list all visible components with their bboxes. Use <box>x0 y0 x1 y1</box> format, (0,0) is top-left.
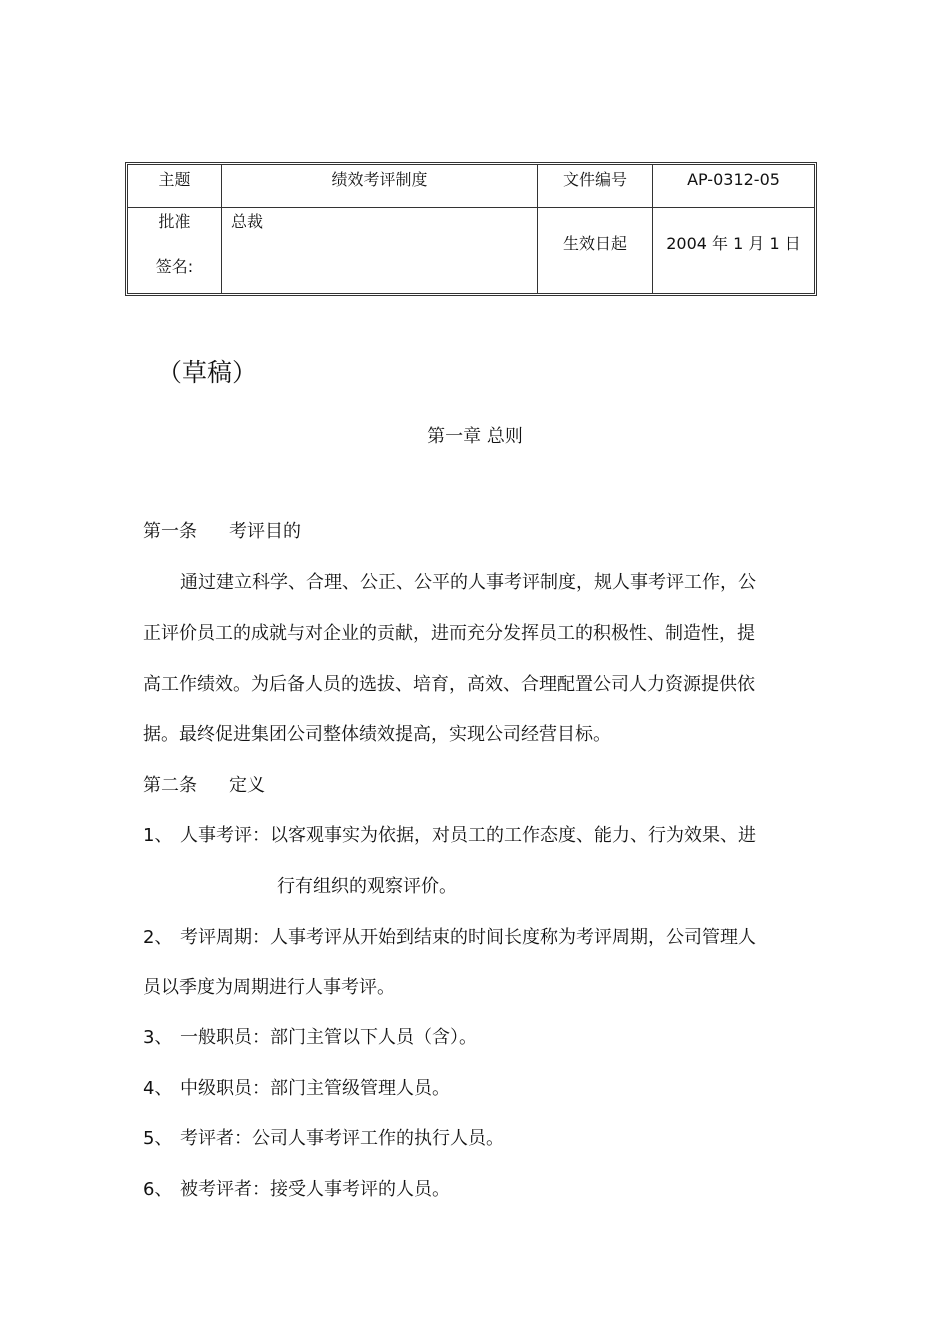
item-number: 2、 <box>143 927 173 948</box>
article-number: 第一条 <box>143 521 197 542</box>
item-text: 人事考评：以客观事实为依据，对员工的工作态度、能力、行为效果、进 <box>180 825 756 846</box>
draft-mark: （草稿） <box>157 358 258 387</box>
effective-date-value: 2004 年 1 月 1 日 <box>666 234 801 253</box>
item-number: 1、 <box>143 825 173 846</box>
definition-item <box>143 1076 450 1102</box>
definition-item <box>143 925 756 951</box>
document-header-table <box>125 162 817 296</box>
table-divider <box>128 207 814 208</box>
article-1-heading <box>143 519 301 545</box>
approver-value: 总裁 <box>231 212 264 231</box>
paragraph-line: 高工作绩效。为后备人员的选拔、培育，高效、合理配置公司人力资源提供依 <box>143 674 755 695</box>
doc-no-label: 文件编号 <box>562 170 627 189</box>
article-number: 第二条 <box>143 775 197 796</box>
item-number: 5、 <box>143 1128 173 1149</box>
effective-date-label: 生效日起 <box>562 234 627 253</box>
doc-no-value: AP-0312-05 <box>687 170 780 189</box>
paragraph-line: 通过建立科学、合理、公正、公平的人事考评制度，规人事考评工作，公 <box>180 572 756 593</box>
item-number: 4、 <box>143 1078 173 1099</box>
definition-item <box>143 1126 504 1152</box>
article-title: 定义 <box>229 775 265 796</box>
definition-item <box>143 1025 477 1051</box>
definition-item <box>143 1177 450 1203</box>
item-text: 一般职员：部门主管以下人员（含）。 <box>180 1027 477 1048</box>
item-text: 考评者：公司人事考评工作的执行人员。 <box>180 1128 504 1149</box>
item-number: 6、 <box>143 1179 173 1200</box>
subject-label: 主题 <box>158 170 191 189</box>
item-text: 中级职员：部门主管级管理人员。 <box>180 1078 450 1099</box>
subject-value: 绩效考评制度 <box>331 170 428 189</box>
item-text: 考评周期：人事考评从开始到结束的时间长度称为考评周期，公司管理人 <box>180 927 756 948</box>
article-title: 考评目的 <box>229 521 301 542</box>
article-2-heading <box>143 773 265 799</box>
paragraph-line: 据。最终促进集团公司整体绩效提高，实现公司经营目标。 <box>143 724 611 745</box>
signature-label: 签名: <box>155 257 194 276</box>
item-continuation: 行有组织的观察评价。 <box>277 876 457 897</box>
paragraph-line: 正评价员工的成就与对企业的贡献，进而充分发挥员工的积极性、制造性，提 <box>143 623 755 644</box>
definition-item <box>143 823 756 849</box>
chapter-title: 第一章 总则 <box>427 426 523 447</box>
approve-label: 批准 <box>158 212 191 231</box>
item-number: 3、 <box>143 1027 173 1048</box>
item-continuation: 员以季度为周期进行人事考评。 <box>143 977 395 998</box>
item-text: 被考评者：接受人事考评的人员。 <box>180 1179 450 1200</box>
